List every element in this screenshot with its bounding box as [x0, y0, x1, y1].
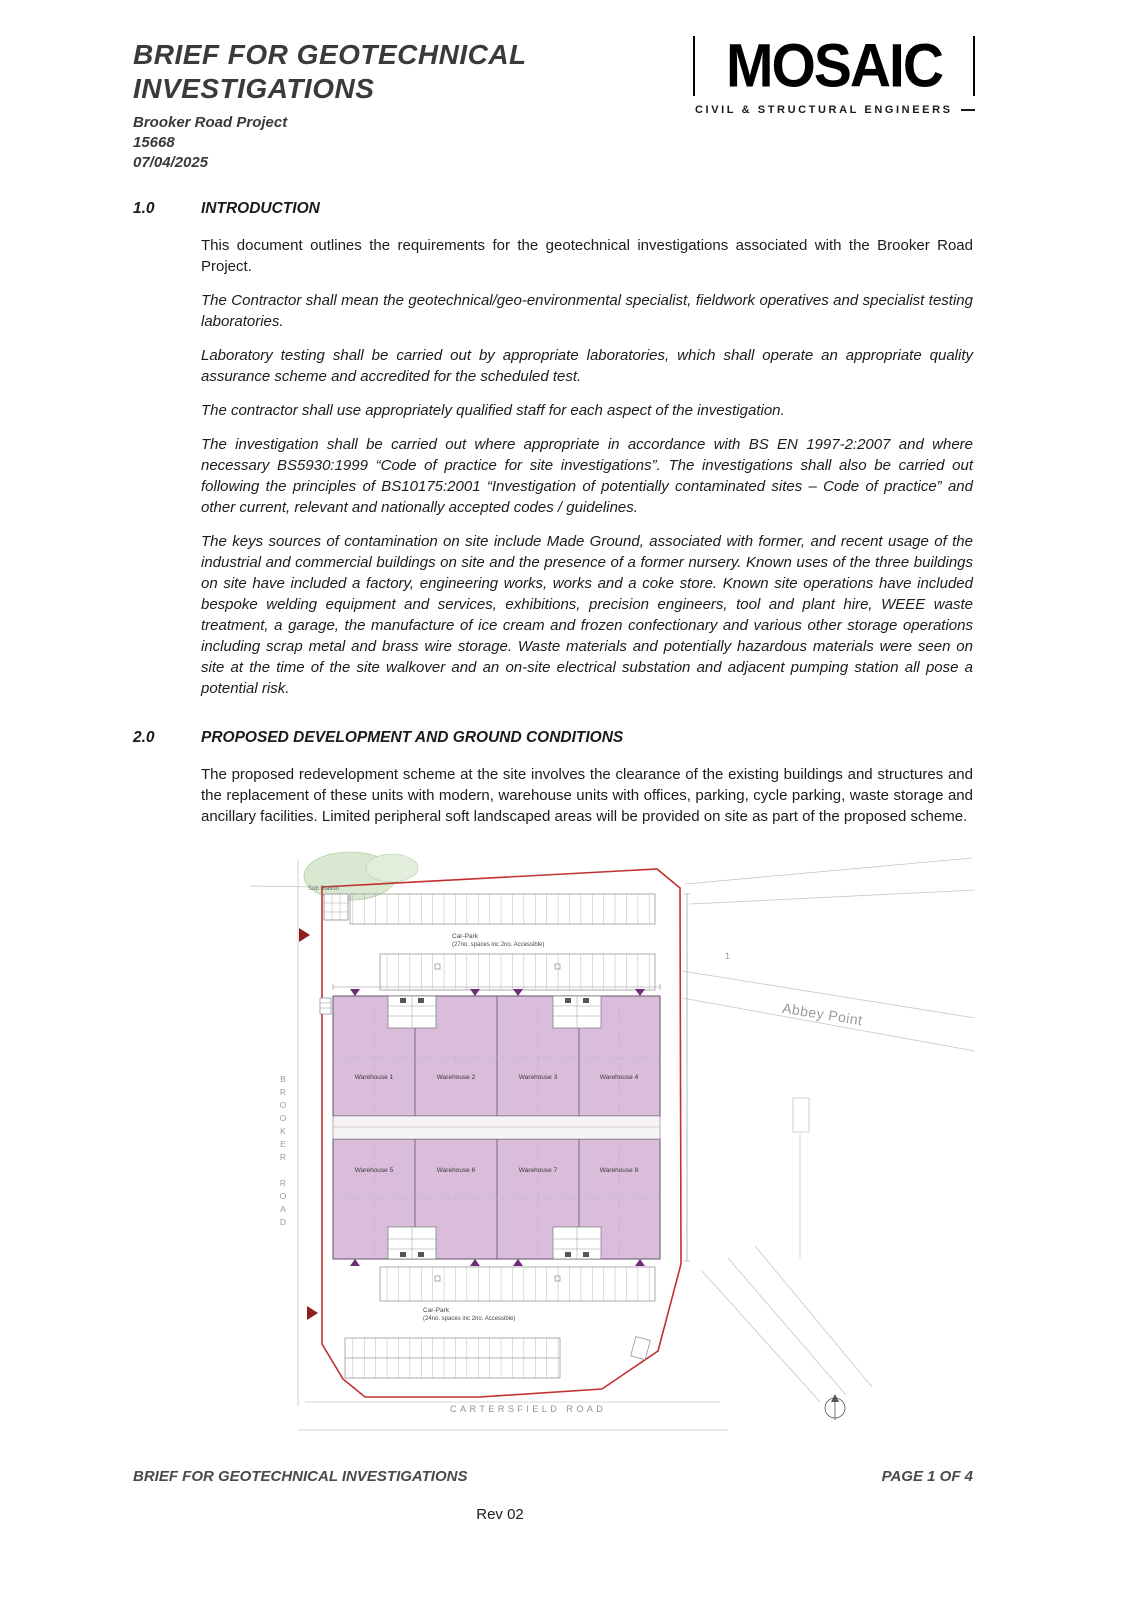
logo-wordmark-frame [693, 31, 975, 101]
substation-label: Sub Station [308, 886, 340, 892]
site-plan-svg [250, 846, 975, 1446]
adjacent-unit-label: 1 [725, 951, 731, 961]
car-park-top-detail: (27no. spaces inc 2no. Accessible) [452, 942, 545, 948]
section-2-heading-row [133, 729, 973, 747]
section-number: 2.0 [133, 729, 155, 746]
paragraph: The contractor shall use appropriately qualified staff for each aspect of the investigation. [201, 402, 785, 419]
car-park-bottom-row [380, 1267, 655, 1301]
car-park-bottom-label: Car-Park [423, 1307, 450, 1314]
project-number: 15668 [133, 134, 175, 151]
warehouse-label: Warehouse 7 [518, 1167, 558, 1174]
warehouse-label: Warehouse 4 [599, 1074, 639, 1081]
logo-rule [961, 109, 975, 111]
section-heading: INTRODUCTION [201, 200, 320, 217]
document-body [133, 200, 973, 840]
warehouse-label: Warehouse 5 [354, 1167, 394, 1174]
warehouse-label: Warehouse 3 [518, 1074, 558, 1081]
warehouse-block [333, 996, 660, 1259]
document-header [133, 38, 653, 172]
warehouse-label: Warehouse 6 [436, 1167, 476, 1174]
warehouse-label: Warehouse 2 [436, 1074, 476, 1081]
section-1-heading-row [133, 200, 973, 218]
footer-page-number: PAGE 1 OF 4 [881, 1468, 973, 1485]
abbey-point-label: Abbey Point [781, 999, 864, 1029]
warehouse-label: Warehouse 8 [599, 1167, 639, 1174]
footer-revision: Rev 02 [476, 1506, 524, 1523]
cartersfield-road-label: CARTERSFIELD ROAD [450, 1404, 607, 1414]
brooker-road-label: BROOKER ROAD [278, 1074, 288, 1230]
paragraph: The proposed redevelopment scheme at the site involves the clearance of the existing buildings and structures and the replacement of these units with modern, warehouse units with offices, parking, cycle parking, waste storage and ancillary facilities. Limited peripheral soft landscaped areas will be provided on site as part of the proposed scheme. [201, 766, 973, 825]
landscaping-area [304, 852, 418, 900]
logo-wordmark: MOSAIC [726, 31, 942, 101]
access-arrow-south [307, 1306, 318, 1320]
access-arrow-north [299, 928, 310, 942]
logo-tagline-row [693, 104, 975, 116]
paragraph: Laboratory testing shall be carried out by appropriate laboratories, which shall operate an appropriate quality assurance scheme and accredited for the scheduled test. [201, 347, 973, 385]
paragraph: The Contractor shall mean the geotechnical/geo-environmental specialist, fieldwork operatives and specialist testing laboratories. [201, 292, 973, 330]
company-logo [693, 31, 975, 116]
north-arrow-icon [825, 1394, 845, 1420]
car-park-top-row-b [380, 954, 655, 990]
paragraph: The keys sources of contamination on site include Made Ground, associated with former, and recent usage of the industrial and commercial buildings on site and the presence of a former nursery. Known uses of the three buildings on site have included a factory, engineering works, works and a coke store. Known site operations have included bespoke welding equipment and services, exhibitions, precision engineers, tool and plant hire, WEEE waste treatment, a garage, the manufacture of ice cream and frozen confectionary and various other storage operations including scrap metal and brass wire storage. Waste materials and potentially hazardous materials were seen on site at the time of the site walkover and an on-site electrical substation and adjacent pumping station all pose a potential risk. [201, 533, 973, 697]
car-park-top-row-a [350, 894, 655, 924]
paragraph: The investigation shall be carried out where appropriate in accordance with BS EN 1997-2:2007 and where necessary BS5930:1999 “Code of practice for site investigations”. The investigations shall also be carried out following the principles of BS10175:2001 “Investigation of potentially contaminated sites – Code of practice” and other current, relevant and nationally accepted codes / guidelines. [201, 436, 973, 516]
warehouse-label: Warehouse 1 [354, 1074, 394, 1081]
paragraph: This document outlines the requirements for the geotechnical investigations associated with the Brooker Road Project. [201, 237, 973, 275]
document-date: 07/04/2025 [133, 154, 209, 171]
site-plan-figure [250, 846, 975, 1446]
doc-title: BRIEF FOR GEOTECHNICAL INVESTIGATIONS [133, 39, 527, 104]
project-name: Brooker Road Project [133, 114, 288, 131]
section-number: 1.0 [133, 200, 155, 217]
logo-tagline: CIVIL & STRUCTURAL ENGINEERS [695, 104, 953, 116]
car-park-bottom-detail: (24no. spaces inc 2no. Accessible) [423, 1316, 516, 1322]
car-park-top-label: Car-Park [452, 933, 479, 940]
section-heading: PROPOSED DEVELOPMENT AND GROUND CONDITIONS [201, 729, 624, 746]
footer-title: BRIEF FOR GEOTECHNICAL INVESTIGATIONS [133, 1468, 468, 1485]
